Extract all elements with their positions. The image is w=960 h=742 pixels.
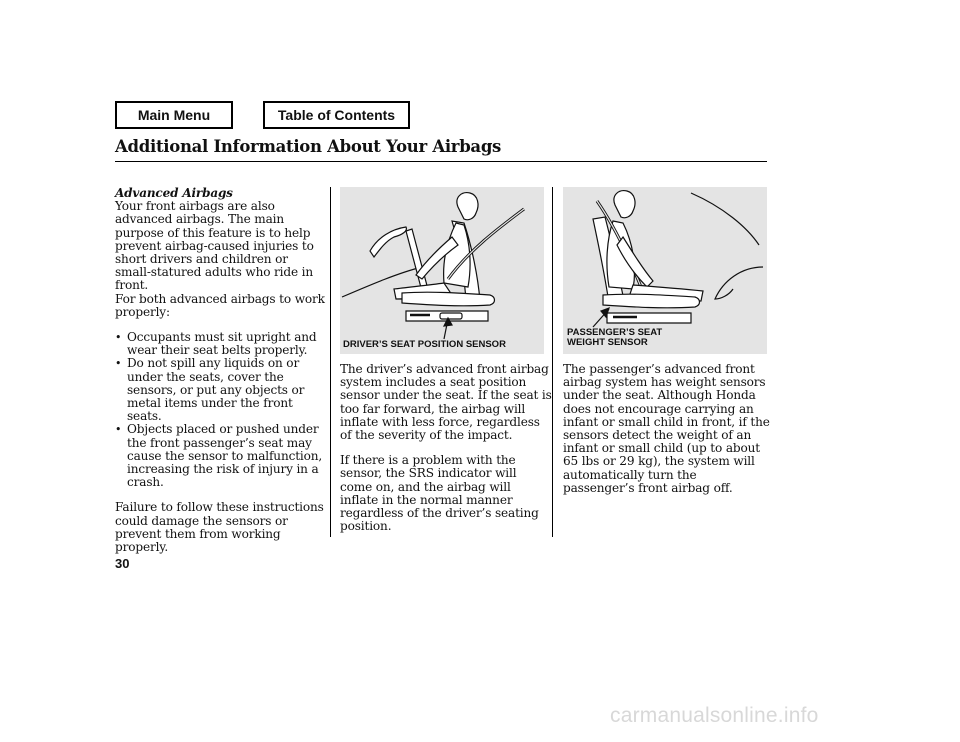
right-column: [563, 363, 771, 495]
driver-sensor-label: DRIVER’S SEAT POSITION SENSOR: [343, 339, 506, 350]
driver-seat-figure: [340, 187, 544, 354]
title-divider: [115, 161, 767, 162]
passenger-seat-figure: [563, 187, 767, 354]
closing-paragraph: Failure to follow these instructions could damage the sensors or prevent them from working properly.: [115, 500, 324, 555]
driver-sensor-paragraph: The driver’s advanced front airbag system includes a seat position sensor under the seat. If the seat is too far forward, the airbag will inflate with less force, regardless of the severity of the impact.: [340, 362, 552, 443]
passenger-sensor-paragraph: The passenger’s advanced front airbag system has weight sensors under the seat. Although Honda does not encourage carrying an infant or small child in front, if the sensors detect the weight of an infant or small child (up to about 65 lbs or 29 kg), the system will automatically turn the passenger’s front airbag off.: [563, 362, 770, 495]
list-item: • Objects placed or pushed under the front passenger’s seat may cause the sensor to malfunction, increasing the risk of injury in a crash.: [115, 423, 325, 489]
column-divider-right: [552, 187, 553, 537]
left-column: [115, 187, 325, 554]
page-number: 30: [115, 556, 130, 571]
main-menu-button[interactable]: Main Menu: [115, 101, 233, 129]
instruction-list: [115, 331, 325, 489]
middle-column: [340, 363, 552, 533]
driver-seat-illustration: [340, 187, 544, 354]
watermark: carmanualsonline.info: [610, 704, 819, 727]
table-of-contents-button[interactable]: Table of Contents: [263, 101, 410, 129]
intro-paragraph: Your front airbags are also advanced airbags. The main purpose of this feature is to help prevent airbag-caused injuries to short drivers and children or small-statured adults who ride in front.: [115, 199, 314, 293]
list-item: • Occupants must sit upright and wear their seat belts properly.: [115, 331, 325, 357]
page-title: Additional Information About Your Airbags: [115, 137, 502, 156]
lead-paragraph: For both advanced airbags to work properly:: [115, 291, 325, 319]
passenger-sensor-label: PASSENGER’S SEAT WEIGHT SENSOR: [567, 327, 663, 348]
column-divider-left: [330, 187, 331, 537]
sensor-problem-paragraph: If there is a problem with the sensor, the SRS indicator will come on, and the airbag will inflate in the normal manner regardless of the driver’s seating position.: [340, 453, 539, 534]
section-heading: Advanced Airbags: [115, 186, 233, 200]
list-item: • Do not spill any liquids on or under the seats, cover the sensors, or put any objects or metal items under the front seats.: [115, 357, 325, 423]
